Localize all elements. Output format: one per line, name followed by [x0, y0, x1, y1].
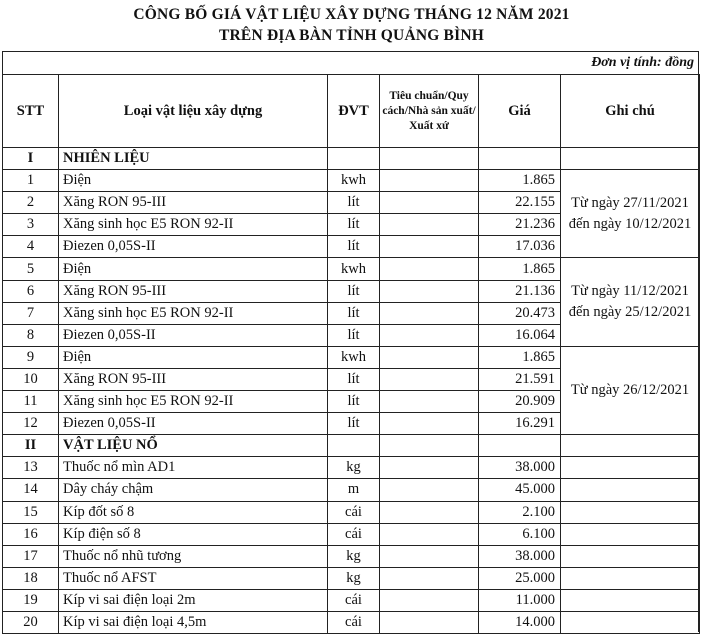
row-price: 21.236 — [479, 214, 561, 236]
row-stt: 6 — [3, 280, 59, 302]
unit-note: Đơn vị tính: đồng — [591, 55, 694, 70]
table-row — [3, 346, 700, 368]
row-unit: lít — [328, 280, 380, 302]
row-unit: kwh — [328, 170, 380, 192]
row-unit: cái — [328, 611, 380, 633]
row-price: 20.473 — [479, 302, 561, 324]
row-unit: lít — [328, 236, 380, 258]
row-stt: 18 — [3, 567, 59, 589]
row-material: Xăng RON 95-III — [59, 368, 328, 390]
row-stt: 1 — [3, 170, 59, 192]
row-material: Điện — [59, 346, 328, 368]
row-material: Thuốc nổ nhũ tương — [59, 545, 328, 567]
row-price: 21.136 — [479, 280, 561, 302]
row-price: 45.000 — [479, 479, 561, 501]
row-price: 38.000 — [479, 457, 561, 479]
row-unit: cái — [328, 589, 380, 611]
section-number: II — [3, 435, 59, 457]
row-material: Xăng sinh học E5 RON 92-II — [59, 214, 328, 236]
row-stt: 16 — [3, 523, 59, 545]
row-material: Điezen 0,05S-II — [59, 236, 328, 258]
document-title: CÔNG BỐ GIÁ VẬT LIỆU XÂY DỰNG THÁNG 12 NĂM 2021 — [133, 6, 570, 23]
row-stt: 2 — [3, 192, 59, 214]
table-row — [3, 170, 700, 192]
row-stt: 3 — [3, 214, 59, 236]
column-header-stt: STT — [3, 75, 59, 148]
row-material: Xăng sinh học E5 RON 92-II — [59, 391, 328, 413]
row-stt: 5 — [3, 258, 59, 280]
document-subtitle: TRÊN ĐỊA BÀN TỈNH QUẢNG BÌNH — [219, 27, 484, 44]
section-title: NHIÊN LIỆU — [59, 148, 328, 170]
row-price: 16.064 — [479, 324, 561, 346]
row-material: Kíp vi sai điện loại 4,5m — [59, 611, 328, 633]
row-price: 1.865 — [479, 170, 561, 192]
row-unit: kwh — [328, 258, 380, 280]
period-note: Từ ngày 26/12/2021 — [561, 346, 700, 434]
table-row — [3, 611, 700, 633]
section-row — [3, 148, 700, 170]
row-price: 16.291 — [479, 413, 561, 435]
row-material: Xăng sinh học E5 RON 92-II — [59, 302, 328, 324]
period-note: Từ ngày 27/11/2021 đến ngày 10/12/2021 — [561, 170, 700, 258]
row-stt: 15 — [3, 501, 59, 523]
price-table — [2, 74, 700, 634]
table-row — [3, 479, 700, 501]
row-price: 25.000 — [479, 567, 561, 589]
row-material: Kíp vi sai điện loại 2m — [59, 589, 328, 611]
row-price: 1.865 — [479, 258, 561, 280]
row-stt: 19 — [3, 589, 59, 611]
row-stt: 17 — [3, 545, 59, 567]
row-stt: 4 — [3, 236, 59, 258]
column-header-note: Ghi chú — [561, 75, 700, 148]
row-material: Xăng RON 95-III — [59, 192, 328, 214]
row-unit: lít — [328, 391, 380, 413]
row-price: 2.100 — [479, 501, 561, 523]
row-stt: 9 — [3, 346, 59, 368]
table-row — [3, 258, 700, 280]
row-price: 11.000 — [479, 589, 561, 611]
row-unit: kg — [328, 545, 380, 567]
row-stt: 11 — [3, 391, 59, 413]
column-header-standard: Tiêu chuẩn/Quy cách/Nhà sản xuất/ Xuất xứ — [380, 75, 479, 148]
row-material: Dây cháy chậm — [59, 479, 328, 501]
row-material: Điezen 0,05S-II — [59, 413, 328, 435]
row-price: 22.155 — [479, 192, 561, 214]
row-material: Điện — [59, 258, 328, 280]
row-unit: lít — [328, 324, 380, 346]
row-material: Xăng RON 95-III — [59, 280, 328, 302]
row-unit: kwh — [328, 346, 380, 368]
row-price: 21.591 — [479, 368, 561, 390]
row-material: Điện — [59, 170, 328, 192]
row-price: 17.036 — [479, 236, 561, 258]
column-header-material: Loại vật liệu xây dựng — [59, 75, 328, 148]
row-price: 38.000 — [479, 545, 561, 567]
table-row — [3, 457, 700, 479]
row-unit: lít — [328, 214, 380, 236]
row-price: 14.000 — [479, 611, 561, 633]
table-header-row — [3, 75, 700, 148]
section-row — [3, 435, 700, 457]
row-stt: 14 — [3, 479, 59, 501]
row-stt: 20 — [3, 611, 59, 633]
table-row — [3, 589, 700, 611]
row-price: 20.909 — [479, 391, 561, 413]
row-unit: lít — [328, 302, 380, 324]
table-row — [3, 523, 700, 545]
section-title: VẬT LIỆU NỔ — [59, 435, 328, 457]
row-material: Thuốc nổ AFST — [59, 567, 328, 589]
period-note: Từ ngày 11/12/2021 đến ngày 25/12/2021 — [561, 258, 700, 346]
row-unit: kg — [328, 457, 380, 479]
row-unit: lít — [328, 192, 380, 214]
row-material: Kíp đốt số 8 — [59, 501, 328, 523]
table-row — [3, 545, 700, 567]
row-price: 1.865 — [479, 346, 561, 368]
column-header-price: Giá — [479, 75, 561, 148]
table-row — [3, 567, 700, 589]
row-unit: m — [328, 479, 380, 501]
row-stt: 12 — [3, 413, 59, 435]
row-unit: cái — [328, 501, 380, 523]
row-unit: lít — [328, 368, 380, 390]
row-stt: 8 — [3, 324, 59, 346]
row-unit: cái — [328, 523, 380, 545]
row-stt: 10 — [3, 368, 59, 390]
table-row — [3, 501, 700, 523]
row-stt: 7 — [3, 302, 59, 324]
section-number: I — [3, 148, 59, 170]
column-header-unit: ĐVT — [328, 75, 380, 148]
row-stt: 13 — [3, 457, 59, 479]
row-price: 6.100 — [479, 523, 561, 545]
row-unit: kg — [328, 567, 380, 589]
row-unit: lít — [328, 413, 380, 435]
row-material: Thuốc nổ mìn AD1 — [59, 457, 328, 479]
row-material: Điezen 0,05S-II — [59, 324, 328, 346]
row-material: Kíp điện số 8 — [59, 523, 328, 545]
